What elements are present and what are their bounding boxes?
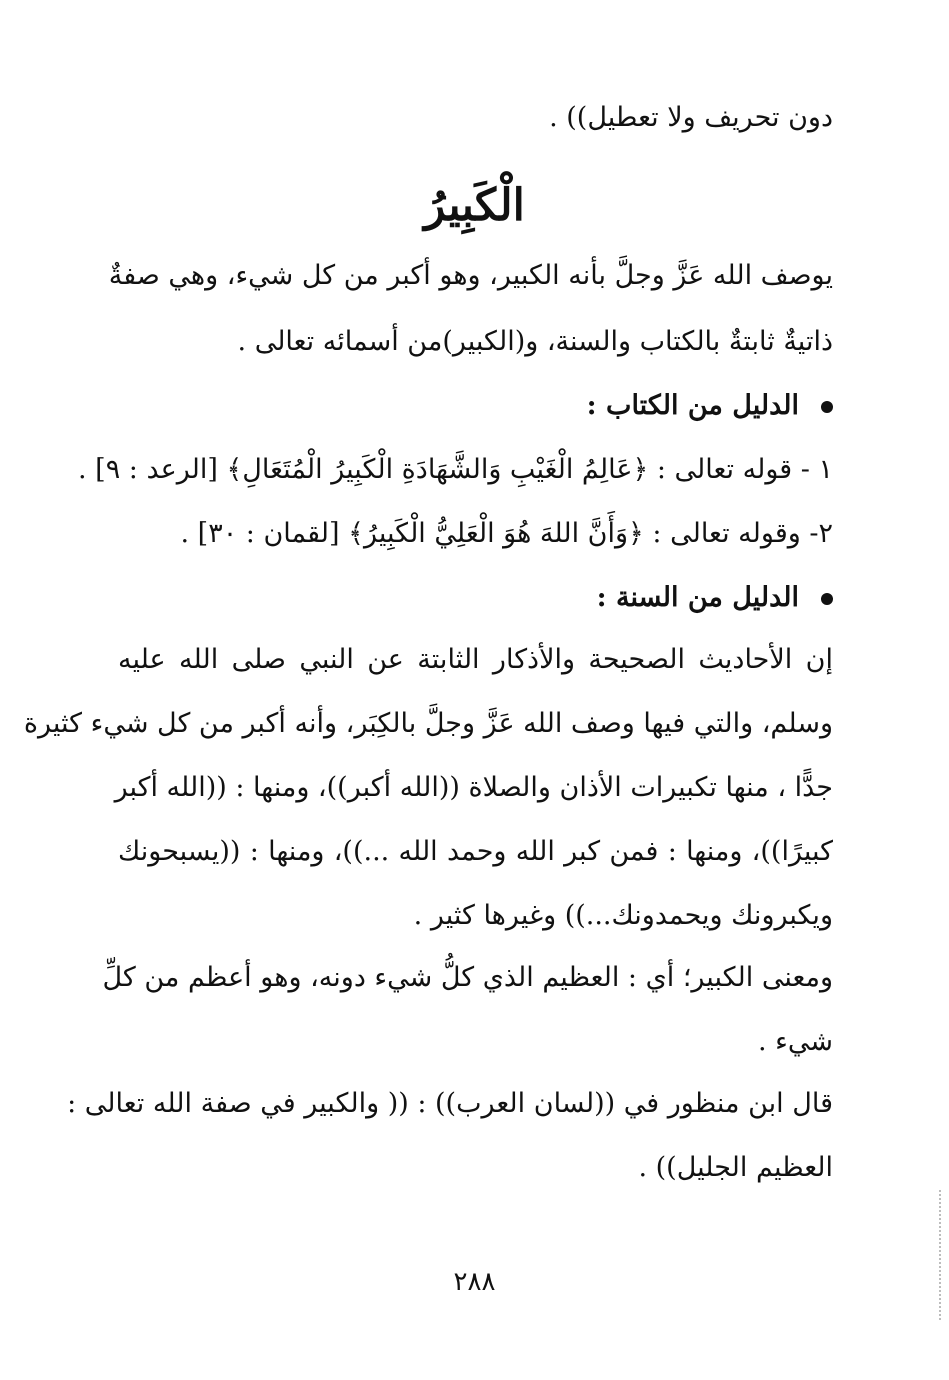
meaning-line-1: ومعنى الكبير؛ أي : العظيم الذي كلُّ شيء دونه، وهو أعظم من كلِّ: [102, 962, 833, 993]
sunnah-line-5: ويكبرونك ويحمدونك...)) وغيرها كثير .: [413, 900, 833, 931]
section-title: الْكَبِيرُ: [424, 180, 525, 231]
sunnah-line-1: إن الأحاديث الصحيحة والأذكار الثابتة عن النبي صلى الله عليه: [118, 644, 833, 675]
continuation-line: دون تحريف ولا تعطيل)) .: [549, 102, 833, 133]
intro-line-2: ذاتيةٌ ثابتةٌ بالكتاب والسنة، و(الكبير)من أسمائه تعالى .: [237, 326, 833, 357]
scan-edge: [937, 1190, 941, 1320]
bullet-icon: [821, 401, 833, 413]
book-evidence-heading: [118, 386, 833, 426]
page-number: ٢٨٨: [453, 1267, 496, 1297]
sunnah-evidence-heading: [118, 578, 833, 618]
bullet-icon: [821, 593, 833, 605]
verse-2: ٢- وقوله تعالى : ﴿وَأَنَّ اللهَ هُوَ الْعَلِيُّ الْكَبِيرُ﴾ [لقمان : ٣٠] .: [180, 518, 833, 549]
sunnah-line-2: وسلم، والتي فيها وصف الله عَزَّ وجلَّ بالكِبَر، وأنه أكبر من كل شيء كثيرة: [23, 708, 833, 739]
sunnah-evidence-label: الدليل من السنة :: [596, 582, 799, 613]
sunnah-line-4: كبيرًا))، ومنها : فمن كبر الله وحمد الله ...))، ومنها : ((يسبحونك: [118, 836, 833, 867]
verse-1: ١ - قوله تعالى : ﴿عَالِمُ الْغَيْبِ وَالشَّهَادَةِ الْكَبِيرُ الْمُتَعَالِ﴾ [الرعد : ٩] .: [77, 454, 833, 485]
intro-line-1: يوصف الله عَزَّ وجلَّ بأنه الكبير، وهو أكبر من كل شيء، وهي صفةٌ: [108, 260, 833, 291]
sunnah-line-3: جدًّا ، منها تكبيرات الأذان والصلاة ((الله أكبر))، ومنها : ((الله أكبر: [114, 772, 833, 803]
meaning-line-2: شيء .: [758, 1026, 833, 1057]
book-evidence-label: الدليل من الكتاب :: [586, 390, 799, 421]
quote-line-2: العظيم الجليل)) .: [638, 1152, 833, 1183]
quote-line-1: قال ابن منظور في ((لسان العرب)) : (( والكبير في صفة الله تعالى :: [67, 1088, 833, 1119]
